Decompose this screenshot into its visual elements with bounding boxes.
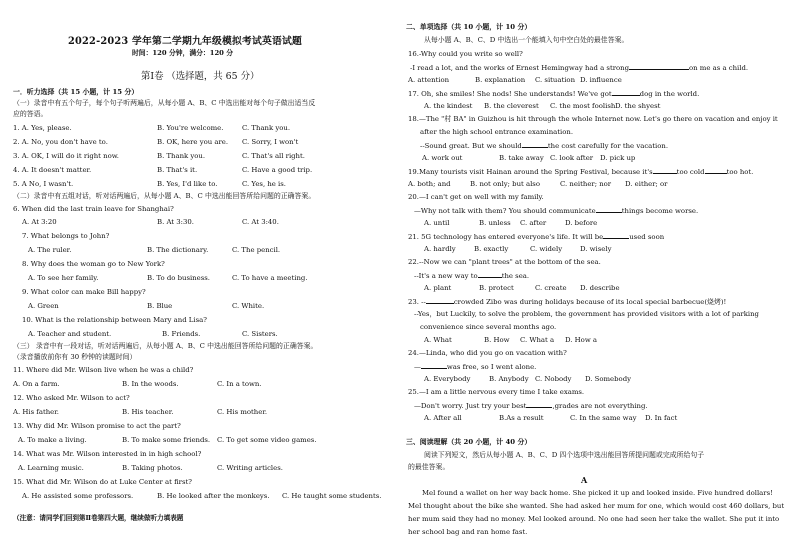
- question-25-blank: [526, 401, 552, 408]
- question-3-option-c: C. That's all right.: [242, 152, 305, 160]
- question-5-option-c: C. Yes, he is.: [242, 180, 286, 188]
- listening-sec1-instr-cont: 应的答语。: [13, 110, 48, 118]
- question-17-blank: [612, 89, 640, 96]
- question-24-response-end: was free, so I went alone.: [446, 363, 537, 371]
- passage-a-label: A: [581, 475, 588, 485]
- question-23-option-a: A. What: [424, 336, 452, 344]
- question-2-option-b: B. OK, here you are.: [157, 138, 229, 146]
- question-21-option-c: C. widely: [530, 245, 563, 253]
- reading-heading: 三、阅读理解（共 20 小题，计 40 分）: [406, 438, 532, 446]
- question-16-response-end: on me as a child.: [689, 64, 749, 72]
- question-13-stem: 13. Why did Mr. Wilson promise to act the part?: [13, 422, 181, 430]
- question-25-response-text: —Don't worry. Just try your best: [414, 402, 527, 410]
- question-6-option-b: B. At 3:30.: [157, 218, 194, 226]
- listening-sec3-instr-cont: （录音播放前你有 30 秒钟的读题时间）: [13, 353, 137, 361]
- question-17-text-end: dog in the world.: [639, 90, 700, 98]
- question-21-text-end: used soon: [629, 233, 665, 241]
- question-9-option-a: A. Green: [28, 302, 59, 310]
- question-18-option-c: C. look after: [550, 154, 594, 162]
- question-3-option-b: B. Thank you.: [157, 152, 206, 160]
- question-25-stem: 25.—I am a little nervous every time I take exams.: [408, 388, 585, 396]
- question-11-option-c: C. In a town.: [217, 380, 262, 388]
- question-14-stem: 14. What was Mr. Wilson interested in in high school?: [13, 450, 202, 458]
- question-24-option-c: C. Nobody: [535, 375, 572, 383]
- question-25-option-b: B.As a result: [499, 414, 544, 422]
- question-19-stem: [408, 167, 753, 177]
- question-20-option-a: A. until: [424, 219, 450, 227]
- listening-sec3-instr: （三） 录音中有一段对话，听对话两遍后，从每小题 A、B、C 中选出能回答所给问题的正确答案。: [13, 342, 318, 350]
- question-13-option-a: A. To make a living.: [18, 436, 87, 444]
- question-18-blank: [522, 141, 548, 148]
- question-22-response-end: the sea.: [501, 272, 530, 280]
- question-24-stem: 24.—Linda, who did you go on vacation with?: [408, 349, 567, 357]
- question-18-option-a: A. work out: [422, 154, 463, 162]
- question-8-option-c: C. To have a meeting.: [232, 274, 308, 282]
- listening-heading: 一．听力选择（共 15 小题，计 15 分）: [13, 88, 139, 96]
- question-23-response-cont: convenience since several months ago.: [420, 323, 557, 331]
- question-7-option-b: B. The dictionary.: [147, 246, 209, 254]
- question-22-option-b: B. protect: [479, 284, 514, 292]
- question-11-option-a: A. On a farm.: [13, 380, 60, 388]
- question-7-option-a: A. The ruler.: [28, 246, 72, 254]
- question-15-option-b: B. He looked after the monkeys.: [157, 492, 270, 500]
- question-23-option-d: D. How a: [565, 336, 598, 344]
- question-16-response-text: -I read a lot, and the works of Ernest Hemingway had a strong: [410, 64, 630, 72]
- question-17-option-d: D. the shyest: [615, 102, 661, 110]
- part-one-heading: 第Ⅰ卷 （选择题，共 65 分）: [141, 71, 260, 82]
- listening-note: （注意：请同学们回到第Ⅱ卷第四大题，继续做听力填表题: [13, 514, 184, 522]
- question-22-response: [414, 271, 529, 281]
- question-16-option-c: C. situation: [535, 76, 576, 84]
- question-13-option-c: C. To get some video games.: [217, 436, 317, 444]
- question-16-option-d: D. influence: [580, 76, 622, 84]
- passage-line-4: her school bag and ran home fast.: [408, 528, 528, 536]
- question-24-response: [414, 362, 536, 372]
- question-19-blank-1: [653, 167, 677, 174]
- question-20-stem: 20.—I can't get on well with my family.: [408, 193, 544, 201]
- choice-heading: 二、单项选择（共 10 小题，计 10 分）: [406, 23, 532, 31]
- question-4-option-b: B. That's it.: [157, 166, 198, 174]
- question-20-option-d: D. before: [565, 219, 598, 227]
- question-12-option-b: B. His teacher.: [122, 408, 174, 416]
- question-10-stem: 10. What is the relationship between Mary and Lisa?: [22, 316, 207, 324]
- question-24-dash: —: [414, 363, 421, 371]
- question-18-response-text: --Sound great. But we should: [420, 142, 522, 150]
- question-9-option-c: C. White.: [232, 302, 265, 310]
- question-21-option-d: D. wisely: [580, 245, 612, 253]
- question-13-option-b: B. To make some friends.: [122, 436, 211, 444]
- listening-sec1-instr: （一）录音中有五个句子，每个句子听两遍后，从每小题 A、B、C 中选出能对每个句子做出适当反: [13, 99, 316, 107]
- question-1-option-c: C. Thank you.: [242, 124, 291, 132]
- question-14-option-a: A. Learning music.: [18, 464, 84, 472]
- question-8-option-b: B. To do business.: [147, 274, 210, 282]
- question-23-blank: [426, 297, 454, 304]
- question-22-option-a: A. plant: [424, 284, 452, 292]
- question-23-stem: [408, 297, 726, 307]
- question-16-option-b: B. explanation: [475, 76, 526, 84]
- question-12-option-c: C. His mother.: [217, 408, 268, 416]
- exam-title: 2022-2023 学年第二学期九年级模拟考试英语试题: [68, 36, 302, 47]
- question-21-text: 21. 5G technology has entered everyone's life. It will be: [408, 233, 604, 241]
- question-11-option-b: B. In the woods.: [122, 380, 179, 388]
- question-22-stem: 22.--Now we can "plant trees" at the bottom of the sea.: [408, 258, 601, 266]
- question-25-response: [414, 401, 648, 411]
- question-11-stem: 11. Where did Mr. Wilson live when he was a child?: [13, 366, 194, 374]
- question-6-option-c: C. At 3:40.: [242, 218, 279, 226]
- question-20-response-text: —Why not talk with them? You should communicate: [414, 207, 596, 215]
- question-25-option-c: C. In the same way: [570, 414, 637, 422]
- choice-instr: 从每小题 A、B、C、D 中选出一个能填入句中空白处的最佳答案。: [424, 36, 629, 44]
- question-6-stem: 6. When did the last train leave for Shanghai?: [13, 205, 174, 213]
- question-25-option-d: D. In fact: [645, 414, 678, 422]
- question-21-stem: [408, 232, 664, 242]
- question-3-option-a: 3. A. OK, I will do it right now.: [13, 152, 119, 160]
- question-17-option-c: C. the most foolish: [550, 102, 616, 110]
- question-22-option-c: C. create: [535, 284, 567, 292]
- question-19-option-d: D. either; or: [625, 180, 668, 188]
- question-19-text-end: too hot.: [726, 168, 754, 176]
- question-12-option-a: A. His father.: [13, 408, 59, 416]
- question-5-option-b: B. Yes, I'd like to.: [157, 180, 218, 188]
- question-18-stem: 18.—The "村 BA" in Guizhou is hit through the whole Internet now. Let's go there on vacation and enjoy it: [408, 115, 778, 123]
- question-10-option-c: C. Sisters.: [242, 330, 278, 338]
- question-16-response: [410, 63, 748, 73]
- question-22-response-text: --It's a new way to: [414, 272, 478, 280]
- question-23-text: 23. --: [408, 298, 426, 306]
- question-10-option-a: A. Teacher and student.: [28, 330, 112, 338]
- question-14-option-c: C. Writing articles.: [217, 464, 283, 472]
- question-9-stem: 9. What color can make Bill happy?: [22, 288, 146, 296]
- question-15-option-c: C. He taught some students.: [282, 492, 382, 500]
- question-2-option-a: 2. A. No, you don't have to.: [13, 138, 108, 146]
- question-24-option-d: D. Somebody: [585, 375, 632, 383]
- question-4-option-a: 4. A. It doesn't matter.: [13, 166, 92, 174]
- question-19-option-b: B. not only; but also: [470, 180, 540, 188]
- question-25-option-a: A. After all: [424, 414, 462, 422]
- question-23-option-c: C. What a: [520, 336, 555, 344]
- question-15-stem: 15. What did Mr. Wilson do at Luke Center at first?: [13, 478, 192, 486]
- question-17-stem: [408, 89, 699, 99]
- question-24-blank: [421, 362, 447, 369]
- question-19-text: 19.Many tourists visit Hainan around the Spring Festival, because it's: [408, 168, 653, 176]
- question-20-response-end: things become worse.: [621, 207, 699, 215]
- question-1-option-b: B. You're welcome.: [157, 124, 224, 132]
- passage-line-3: her mum said they had no money. Mel looked around. No one had seen her take the wallet. She put it into: [408, 515, 780, 523]
- question-5-option-a: 5. A No, I wasn't.: [13, 180, 74, 188]
- question-8-option-a: A. To see her family.: [28, 274, 99, 282]
- question-4-option-c: C. Have a good trip.: [242, 166, 313, 174]
- question-17-text: 17. Oh, she smiles! She nods! She understands! We've got: [408, 90, 612, 98]
- question-18-stem-cont: after the high school entrance examination.: [420, 128, 574, 136]
- reading-instr: 阅读下列短文，然后从每小题 A、B、C、D 四个选项中选出能回答所提问题或完成所给句子: [424, 451, 705, 459]
- question-20-blank: [596, 206, 622, 213]
- question-15-option-a: A. He assisted some professors.: [22, 492, 134, 500]
- question-19-option-c: C. neither; nor: [560, 180, 612, 188]
- question-16-stem: 16.-Why could you write so well?: [408, 50, 523, 58]
- question-18-response-end: the cost carefully for the vacation.: [547, 142, 669, 150]
- question-20-option-b: B. unless: [479, 219, 511, 227]
- question-19-text-mid: too cold: [676, 168, 705, 176]
- exam-subtitle: 时间：120 分钟，满分：120 分: [132, 49, 234, 57]
- question-7-stem: 7. What belongs to John?: [22, 232, 110, 240]
- passage-line-1: Mel found a wallet on her way back home. She picked it up and looked inside. Five hundred dollars!: [422, 489, 773, 497]
- question-23-option-b: B. How: [484, 336, 510, 344]
- question-23-text-end: crowded Zibo was during holidays because of its local special barbecue(烧烤)!: [453, 298, 727, 306]
- question-6-option-a: A. At 3:20: [22, 218, 57, 226]
- question-9-option-b: B. Blue: [147, 302, 173, 310]
- question-23-response: --Yes，but Luckily, to solve the problem, the government has provided visitors with a lot of parking: [414, 310, 759, 318]
- question-20-option-c: C. after: [520, 219, 547, 227]
- question-21-option-b: B. exactly: [474, 245, 509, 253]
- question-21-option-a: A. hardly: [424, 245, 456, 253]
- listening-sec2-instr: （二）录音中有五组对话，听对话两遍后，从每小题 A、B、C 中选出能回答所给问题的正确答案。: [13, 192, 316, 200]
- question-19-option-a: A. both; and: [408, 180, 451, 188]
- question-18-response: [420, 141, 668, 151]
- question-12-stem: 12. Who asked Mr. Wilson to act?: [13, 394, 130, 402]
- question-16-blank: [629, 63, 689, 70]
- question-25-response-end: ,grades are not everything.: [552, 402, 648, 410]
- question-18-option-b: B. take away: [499, 154, 544, 162]
- question-22-option-d: D. describe: [580, 284, 620, 292]
- question-22-blank: [478, 271, 502, 278]
- question-14-option-b: B. Taking photos.: [122, 464, 183, 472]
- question-16-option-a: A. attention: [408, 76, 450, 84]
- question-24-option-a: A. Everybody: [424, 375, 471, 383]
- question-7-option-c: C. The pencil.: [232, 246, 281, 254]
- passage-line-2: Mel thought about the bike she wanted. She had asked her mum for one, which would cost 460 dollars, but: [408, 502, 785, 510]
- question-10-option-b: B. Friends.: [162, 330, 201, 338]
- question-21-blank: [603, 232, 629, 239]
- question-2-option-c: C. Sorry, I won't: [242, 138, 299, 146]
- question-19-blank-2: [705, 167, 727, 174]
- question-1-option-a: 1. A. Yes, please.: [13, 124, 72, 132]
- question-20-response: [414, 206, 698, 216]
- reading-instr-cont: 的最佳答案。: [408, 463, 450, 471]
- question-17-option-a: A. the kindest: [424, 102, 473, 110]
- question-24-option-b: B. Anybody: [489, 375, 529, 383]
- question-8-stem: 8. Why does the woman go to New York?: [22, 260, 165, 268]
- question-18-option-d: D. pick up: [600, 154, 636, 162]
- question-17-option-b: B. the cleverest: [484, 102, 539, 110]
